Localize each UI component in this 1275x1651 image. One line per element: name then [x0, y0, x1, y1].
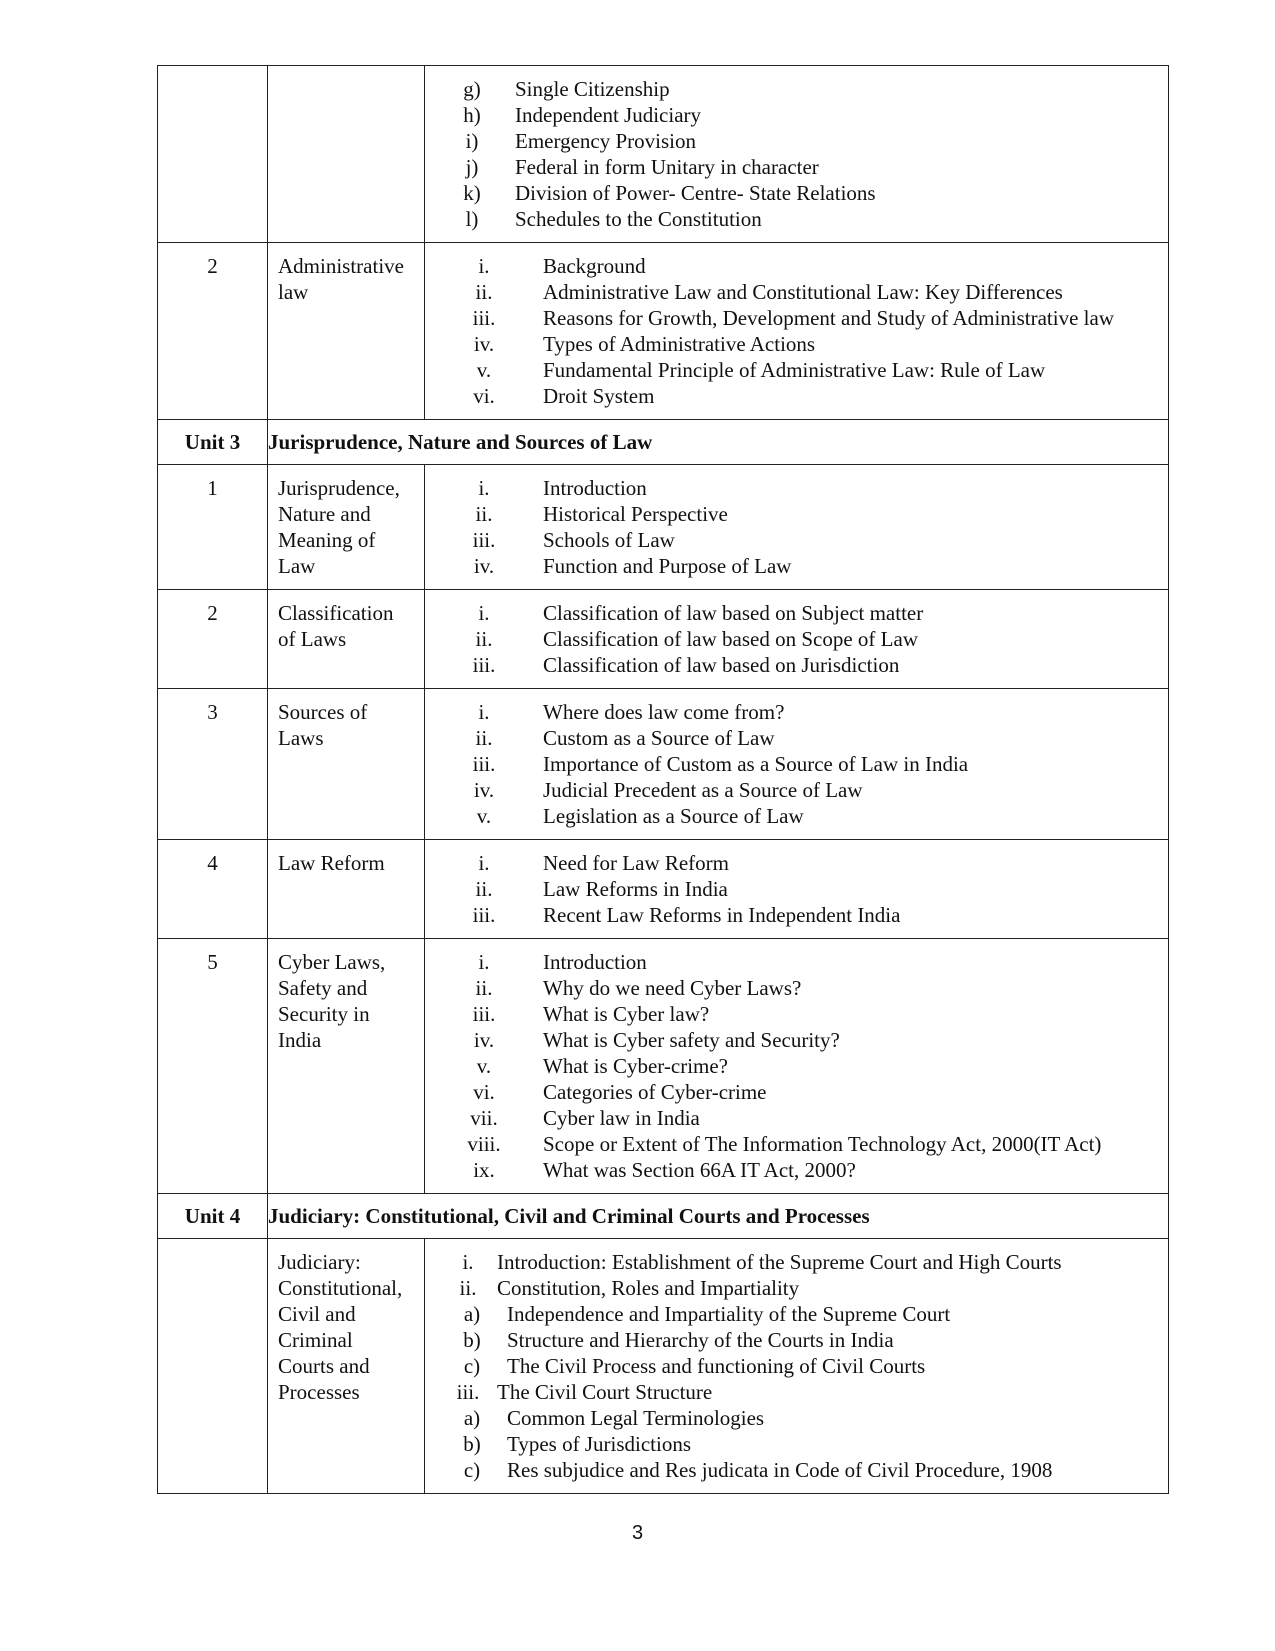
section-title-cell — [268, 840, 425, 939]
topic-text: Reasons for Growth, Development and Study of Administrative law — [543, 306, 1114, 330]
topic-item — [425, 553, 1168, 579]
section-number-cell — [158, 66, 268, 243]
syllabus-row — [158, 1239, 1169, 1494]
topic-text: Single Citizenship — [515, 77, 670, 101]
topic-item — [425, 1457, 1168, 1483]
topic-text: Droit System — [543, 384, 655, 408]
section-number: 1 — [207, 476, 218, 500]
page-number: 3 — [631, 1522, 644, 1544]
topic-marker: k) — [463, 181, 481, 205]
topic-item — [425, 1379, 1168, 1405]
topic-marker: a) — [463, 1406, 481, 1430]
topic-marker: vi. — [473, 384, 495, 408]
topic-item — [425, 1353, 1168, 1379]
section-number: 2 — [207, 254, 218, 278]
topic-text: Function and Purpose of Law — [543, 554, 792, 578]
topic-text: Types of Administrative Actions — [543, 332, 816, 356]
topic-text: Historical Perspective — [543, 502, 728, 526]
topics-cell — [425, 66, 1169, 243]
topic-text: What is Cyber safety and Security? — [543, 1028, 840, 1052]
section-title-line: Judiciary: — [278, 1250, 361, 1274]
topic-item — [425, 975, 1168, 1001]
topic-marker: b) — [463, 1328, 481, 1352]
topic-marker: iv. — [473, 332, 495, 356]
topic-text: Introduction — [543, 476, 647, 500]
section-title-line: Jurisprudence, — [278, 476, 400, 500]
topic-text: Common Legal Terminologies — [507, 1406, 765, 1430]
topic-text: Where does law come from? — [543, 700, 785, 724]
topic-marker: iii. — [472, 903, 496, 927]
section-title-line: Processes — [278, 1380, 360, 1404]
topic-text: Federal in form Unitary in character — [515, 155, 819, 179]
topic-text: The Civil Process and functioning of Civil Courts — [507, 1354, 926, 1378]
topic-marker: i) — [465, 129, 479, 153]
topic-item — [425, 1431, 1168, 1457]
syllabus-row — [158, 465, 1169, 590]
topic-marker: iii. — [472, 653, 496, 677]
topic-marker: ii. — [475, 627, 493, 651]
topic-text: Why do we need Cyber Laws? — [543, 976, 802, 1000]
topics-cell — [425, 590, 1169, 689]
topic-item — [425, 279, 1168, 305]
topic-marker: v. — [476, 358, 492, 382]
syllabus-row — [158, 939, 1169, 1194]
topic-item — [425, 253, 1168, 279]
topic-marker: b) — [463, 1432, 481, 1456]
topic-item — [425, 600, 1168, 626]
topic-text: Recent Law Reforms in Independent India — [543, 903, 901, 927]
section-title-cell — [268, 1239, 425, 1494]
section-title-line: Security in — [278, 1002, 370, 1026]
topic-item — [425, 475, 1168, 501]
section-title-line: of Laws — [278, 627, 347, 651]
topic-marker: i. — [478, 476, 490, 500]
section-title-line: Law Reform — [278, 851, 385, 875]
topic-text: Scope or Extent of The Information Technology Act, 2000(IT Act) — [543, 1132, 1102, 1156]
topic-marker: i. — [478, 601, 490, 625]
section-title-cell — [268, 590, 425, 689]
topic-text: Introduction — [543, 950, 647, 974]
syllabus-row — [158, 66, 1169, 243]
unit-3-header — [158, 420, 1169, 465]
topic-marker: iv. — [473, 554, 495, 578]
topic-text: Law Reforms in India — [543, 877, 728, 901]
topic-item — [425, 1157, 1168, 1183]
topic-item — [425, 331, 1168, 357]
topic-text: Schools of Law — [543, 528, 675, 552]
topic-item — [425, 128, 1168, 154]
section-number: 4 — [207, 851, 218, 875]
section-number: 5 — [207, 950, 218, 974]
topic-marker: iv. — [473, 778, 495, 802]
topic-marker: j) — [465, 155, 479, 179]
topic-marker: i. — [478, 950, 490, 974]
topic-marker: a) — [463, 1302, 481, 1326]
topics-cell — [425, 243, 1169, 420]
topic-marker: ii. — [459, 1276, 477, 1300]
unit-label: Unit 3 — [158, 420, 268, 465]
topic-text: Introduction: Establishment of the Supreme Court and High Courts — [497, 1250, 1062, 1274]
topic-item — [425, 902, 1168, 928]
topic-item — [425, 501, 1168, 527]
topic-text: Background — [543, 254, 646, 278]
topic-item — [425, 305, 1168, 331]
topic-marker: ii. — [475, 976, 493, 1000]
topic-text: What is Cyber-crime? — [543, 1054, 729, 1078]
topic-item — [425, 1053, 1168, 1079]
topic-item — [425, 1249, 1168, 1275]
topic-marker: iii. — [456, 1380, 480, 1404]
section-title-cell — [268, 465, 425, 590]
topic-marker: v. — [476, 1054, 492, 1078]
section-number: 2 — [207, 601, 218, 625]
topic-text: Types of Jurisdictions — [507, 1432, 692, 1456]
topic-item — [425, 699, 1168, 725]
topic-item — [425, 949, 1168, 975]
section-number-cell — [158, 1239, 268, 1494]
section-title-cell — [268, 243, 425, 420]
syllabus-row — [158, 243, 1169, 420]
topic-item — [425, 751, 1168, 777]
topic-text: Classification of law based on Subject matter — [543, 601, 924, 625]
topic-marker: v. — [476, 804, 492, 828]
section-number-cell — [158, 465, 268, 590]
topic-item — [425, 357, 1168, 383]
topic-text: What is Cyber law? — [543, 1002, 710, 1026]
topic-text: Importance of Custom as a Source of Law in India — [543, 752, 969, 776]
topic-text: Administrative Law and Constitutional Law: Key Differences — [543, 280, 1063, 304]
section-title-line: Sources of — [278, 700, 368, 724]
topic-item — [425, 1105, 1168, 1131]
topic-text: Res subjudice and Res judicata in Code of Civil Procedure, 1908 — [507, 1458, 1053, 1482]
topic-item — [425, 777, 1168, 803]
topic-text: Need for Law Reform — [543, 851, 730, 875]
topic-item — [425, 652, 1168, 678]
section-number: 3 — [207, 700, 218, 724]
topic-text: The Civil Court Structure — [497, 1380, 713, 1404]
section-title-cell — [268, 939, 425, 1194]
section-number-cell — [158, 689, 268, 840]
topic-item — [425, 1079, 1168, 1105]
topic-text: Custom as a Source of Law — [543, 726, 775, 750]
topic-marker: h) — [463, 103, 481, 127]
topic-item — [425, 1027, 1168, 1053]
topic-text: What was Section 66A IT Act, 2000? — [543, 1158, 856, 1182]
topic-marker: iii. — [472, 528, 496, 552]
topic-marker: i. — [462, 1250, 474, 1274]
topic-marker: g) — [463, 77, 481, 101]
topic-text: Judicial Precedent as a Source of Law — [543, 778, 863, 802]
topic-text: Division of Power- Centre- State Relations — [515, 181, 876, 205]
topic-item — [425, 876, 1168, 902]
topic-marker: iii. — [472, 752, 496, 776]
section-title-line: Meaning of — [278, 528, 376, 552]
topic-item — [425, 1301, 1168, 1327]
section-number-cell — [158, 840, 268, 939]
section-title-line: Criminal — [278, 1328, 353, 1352]
topic-text: Fundamental Principle of Administrative Law: Rule of Law — [543, 358, 1046, 382]
section-title-line: Courts and — [278, 1354, 370, 1378]
topics-cell — [425, 689, 1169, 840]
topic-item — [425, 1327, 1168, 1353]
topic-text: Classification of law based on Scope of Law — [543, 627, 918, 651]
syllabus-row — [158, 840, 1169, 939]
topic-marker: vii. — [470, 1106, 498, 1130]
syllabus-row — [158, 689, 1169, 840]
topics-cell — [425, 939, 1169, 1194]
topic-marker: i. — [478, 254, 490, 278]
topic-item — [425, 527, 1168, 553]
section-title-line: Safety and — [278, 976, 368, 1000]
syllabus-row — [158, 590, 1169, 689]
topic-marker: iii. — [472, 306, 496, 330]
topic-item — [425, 850, 1168, 876]
topic-marker: ii. — [475, 877, 493, 901]
topic-text: Classification of law based on Jurisdiction — [543, 653, 900, 677]
unit-4-header — [158, 1194, 1169, 1239]
section-title-line: Nature and — [278, 502, 371, 526]
topic-text: Independence and Impartiality of the Supreme Court — [507, 1302, 951, 1326]
topic-item — [425, 1001, 1168, 1027]
topic-text: Schedules to the Constitution — [515, 207, 762, 231]
topic-item — [425, 725, 1168, 751]
topic-item — [425, 154, 1168, 180]
topic-marker: ix. — [473, 1158, 495, 1182]
topic-item — [425, 102, 1168, 128]
topic-item — [425, 383, 1168, 409]
topic-marker: i. — [478, 700, 490, 724]
topic-item — [425, 1131, 1168, 1157]
section-title-cell — [268, 689, 425, 840]
topic-marker: c) — [463, 1354, 481, 1378]
section-title-line: Constitutional, — [278, 1276, 403, 1300]
section-number-cell — [158, 590, 268, 689]
topics-cell — [425, 1239, 1169, 1494]
topic-item — [425, 1405, 1168, 1431]
topic-text: Independent Judiciary — [515, 103, 702, 127]
topics-cell — [425, 465, 1169, 590]
topic-marker: iv. — [473, 1028, 495, 1052]
syllabus-table — [157, 65, 1169, 1494]
section-title-line: Classification — [278, 601, 394, 625]
topic-item — [425, 626, 1168, 652]
topic-marker: vi. — [473, 1080, 495, 1104]
topic-marker: ii. — [475, 280, 493, 304]
topic-marker: ii. — [475, 502, 493, 526]
topic-marker: ii. — [475, 726, 493, 750]
topic-marker: viii. — [467, 1132, 501, 1156]
topic-text: Emergency Provision — [515, 129, 697, 153]
syllabus-body — [158, 66, 1169, 1494]
section-title-line: Laws — [278, 726, 324, 750]
topic-text: Structure and Hierarchy of the Courts in India — [507, 1328, 894, 1352]
section-title-line: Administrative — [278, 254, 404, 278]
topic-marker: iii. — [472, 1002, 496, 1026]
section-title-line: Cyber Laws, — [278, 950, 386, 974]
section-number-cell — [158, 243, 268, 420]
unit-heading: Jurisprudence, Nature and Sources of Law — [268, 420, 1169, 465]
section-title-line: Law — [278, 554, 316, 578]
unit-label: Unit 4 — [158, 1194, 268, 1239]
topic-item — [425, 180, 1168, 206]
section-title-line: India — [278, 1028, 322, 1052]
unit-heading: Judiciary: Constitutional, Civil and Criminal Courts and Processes — [268, 1194, 1169, 1239]
topic-item — [425, 76, 1168, 102]
section-title-line: law — [278, 280, 309, 304]
topic-marker: i. — [478, 851, 490, 875]
topic-item — [425, 803, 1168, 829]
topic-marker: c) — [463, 1458, 481, 1482]
section-title-cell — [268, 66, 425, 243]
topics-cell — [425, 840, 1169, 939]
topic-text: Categories of Cyber-crime — [543, 1080, 767, 1104]
topic-text: Cyber law in India — [543, 1106, 700, 1130]
topic-item — [425, 206, 1168, 232]
section-number-cell — [158, 939, 268, 1194]
topic-marker: l) — [465, 207, 479, 231]
topic-item — [425, 1275, 1168, 1301]
topic-text: Constitution, Roles and Impartiality — [497, 1276, 800, 1300]
topic-text: Legislation as a Source of Law — [543, 804, 804, 828]
section-title-line: Civil and — [278, 1302, 356, 1326]
